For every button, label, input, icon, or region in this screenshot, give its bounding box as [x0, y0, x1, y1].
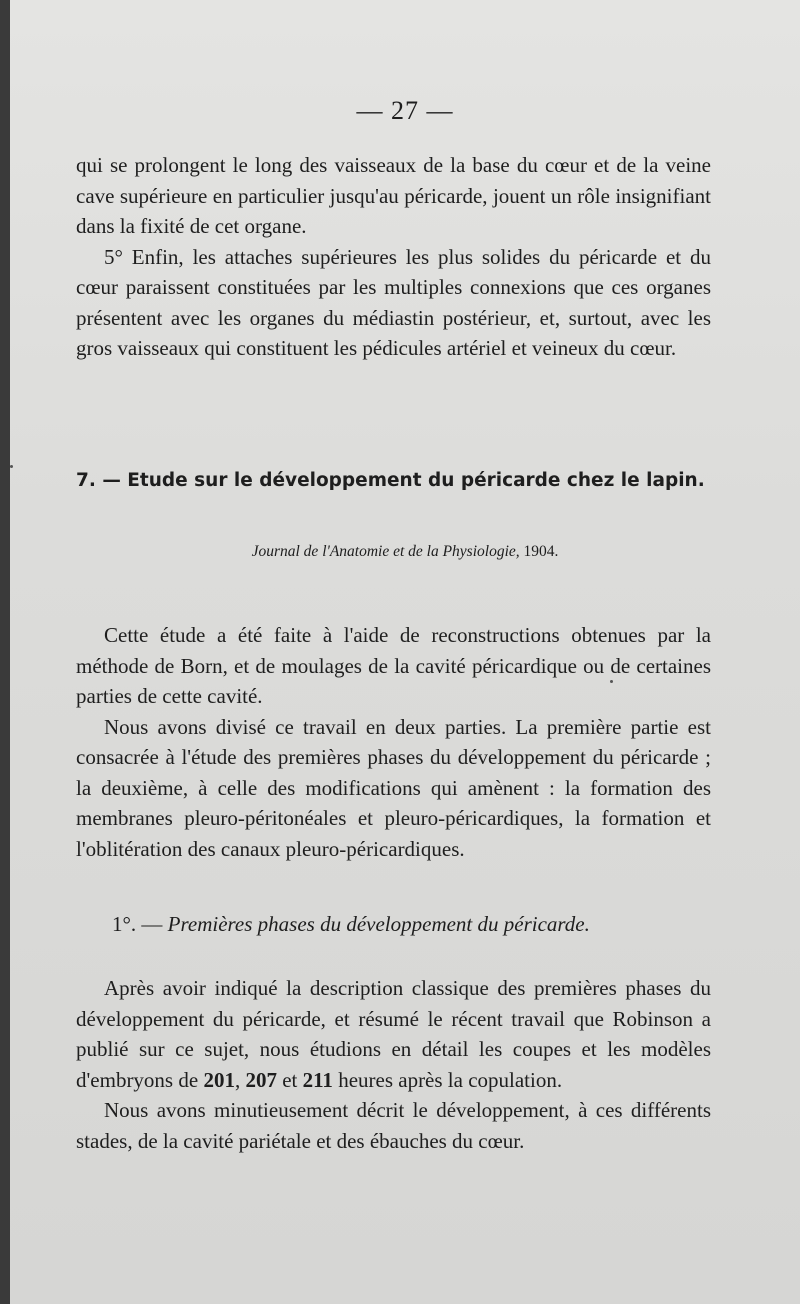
paper-speck — [610, 680, 613, 683]
study-text-block — [76, 620, 711, 864]
citation-year: 1904. — [523, 543, 559, 560]
apres-text-2: heures après la copulation. — [338, 1067, 563, 1092]
citation-journal: Journal de l'Anatomie et de la Physiologie, — [251, 543, 520, 560]
apres-sep-2: et — [282, 1067, 298, 1092]
paragraph-nous-avons: Nous avons divisé ce travail en deux parties. La première partie est consacrée à l'étude des premières phases du développement du péricarde ; la deuxième, à celle des modifications qui amènent : la formation des membranes pleuro-péritonéales et pleuro-péricardiques, la formation et l'oblitération des canaux pleuro-péricardiques. — [76, 714, 711, 861]
section-heading: 7. — Etude sur le développement du péricarde chez le lapin. — [76, 470, 705, 491]
subsection-title: Premières phases du développement du péricarde. — [167, 912, 590, 936]
document-page — [10, 0, 800, 1304]
paragraph-enfin: 5° Enfin, les attaches supérieures les plus solides du péricarde et du cœur paraissent constituées par les multiples connexions que ces organes présentent avec les organes du médiastin postérieur, et, surtout, avec les gros vaisseaux qui constituent les pédicules artériel et veineux du cœur. — [76, 244, 711, 360]
paragraph-final: Nous avons minutieusement décrit le développement, à ces différents stades, de la cavité pariétale et des ébauches du cœur. — [76, 1098, 711, 1153]
paragraph-cette-etude: Cette étude a été faite à l'aide de reconstructions obtenues par la méthode de Born, et de moulages de la cavité péricardique ou de certaines parties de cette cavité. — [76, 623, 711, 708]
paragraph-apres — [76, 973, 711, 1095]
paragraph-continuation: qui se prolongent le long des vaisseaux de la base du cœur et de la veine cave supérieure en particulier jusqu'au péricarde, jouent un rôle insignifiant dans la fixité de cet organe. — [76, 153, 711, 238]
intro-text-block — [76, 150, 711, 364]
development-text-block — [76, 973, 711, 1156]
hours-201: 201 — [203, 1067, 235, 1092]
page-number: — 27 — — [356, 96, 454, 125]
subsection-number: 1°. — — [112, 912, 163, 936]
apres-sep-1: , — [234, 1067, 241, 1092]
paper-speck — [10, 465, 13, 468]
citation — [10, 543, 800, 561]
apres-text-1: Après avoir indiqué la description classique des premières phases du développement du péricarde, et résumé le récent travail que Robinson a publié sur ce sujet, nous étudions en détail les coupes et les modèles d'embryons de — [76, 976, 711, 1092]
subsection-heading — [112, 912, 590, 937]
hours-207: 207 — [245, 1067, 277, 1092]
hours-211: 211 — [302, 1067, 333, 1092]
